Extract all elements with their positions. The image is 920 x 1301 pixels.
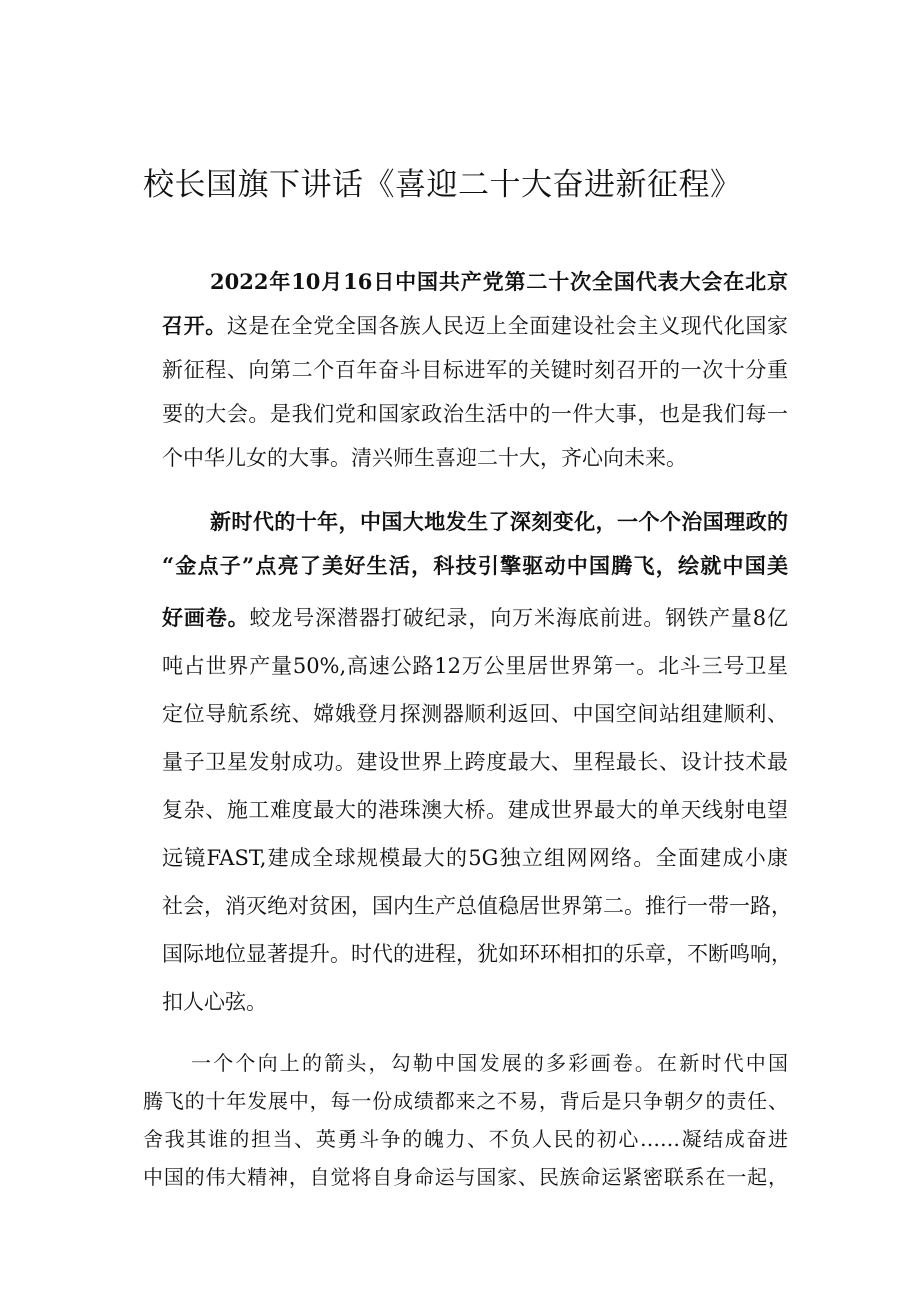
bold-text: 好画卷。	[162, 605, 250, 630]
body-text: 新征程、向第二个百年奋斗目标进军的关键时刻召开的一次十分重	[162, 358, 788, 382]
text-line	[162, 644, 788, 688]
text-line	[162, 884, 792, 928]
text-line	[162, 348, 788, 392]
bold-text: 新时代的十年，中国大地发生了深刻变化，一个个治国理政的	[210, 509, 788, 534]
text-line	[162, 836, 788, 880]
text-line	[162, 392, 788, 436]
bold-text: “金点子”点亮了美好生活，科技引擎驱动中国腾飞，绘就中国美	[162, 553, 788, 578]
text-line	[143, 1120, 788, 1158]
body-text: 要的大会。是我们党和国家政治生活中的一件大事，也是我们每一	[162, 402, 788, 426]
text-line	[162, 788, 788, 832]
body-text: 这是在全党全国各族人民迈上全面建设社会主义现代化国家	[226, 314, 789, 338]
body-text: 中国的伟大精神，自觉将自身命运与国家、民族命运紧密联系在一起，	[143, 1165, 788, 1189]
body-text: 复杂、施工难度最大的港珠澳大桥。建成世界最大的单天线射电望	[162, 798, 788, 822]
body-text: 个中华儿女的大事。清兴师生喜迎二十大，齐心向未来。	[162, 446, 687, 470]
body-text: 舍我其谁的担当、英勇斗争的魄力、不负人民的初心……凝结成奋进	[143, 1127, 788, 1151]
body-text: 社会，消灭绝对贫困，国内生产总值稳居世界第二。推行一带一路，	[162, 894, 792, 918]
text-line	[143, 1158, 788, 1196]
bold-text: 召开。	[162, 313, 227, 338]
page-title: 校长国旗下讲话《喜迎二十大奋进新征程》	[143, 167, 742, 203]
body-text: 扣人心弦。	[162, 990, 267, 1014]
body-text: 一个个向上的箭头，勾勒中国发展的多彩画卷。在新时代中国	[191, 1051, 788, 1075]
text-line	[162, 436, 788, 480]
body-text: 量子卫星发射成功。建设世界上跨度最大、里程最长、设计技术最	[162, 750, 788, 774]
text-line	[162, 544, 788, 588]
body-text: 腾飞的十年发展中，每一份成绩都来之不易，背后是只争朝夕的责任、	[143, 1089, 788, 1113]
body-text: 国际地位显著提升。时代的进程，犹如环环相扣的乐章，不断鸣响，	[162, 942, 792, 966]
body-text: 吨占世界产量50%,高速公路12万公里居世界第一。北斗三号卫星	[162, 654, 788, 678]
text-line	[143, 1044, 788, 1082]
body-text: 远镜FAST,建成全球规模最大的5G独立组网网络。全面建成小康	[162, 846, 788, 870]
text-line	[162, 740, 788, 784]
body-text: 定位导航系统、嫦娥登月探测器顺利返回、中国空间站组建顺利、	[162, 702, 788, 726]
text-line	[162, 500, 788, 544]
text-line	[162, 596, 788, 640]
text-line	[162, 932, 792, 976]
text-line	[162, 260, 788, 304]
text-line	[162, 980, 788, 1024]
body-text: 蛟龙号深潜器打破纪录，向万米海底前进。钢铁产量8亿	[249, 606, 789, 630]
text-line	[143, 1082, 788, 1120]
text-line	[162, 692, 788, 736]
text-line	[162, 304, 788, 348]
bold-text: 2022年10月16日中国共产党第二十次全国代表大会在北京	[210, 269, 788, 294]
